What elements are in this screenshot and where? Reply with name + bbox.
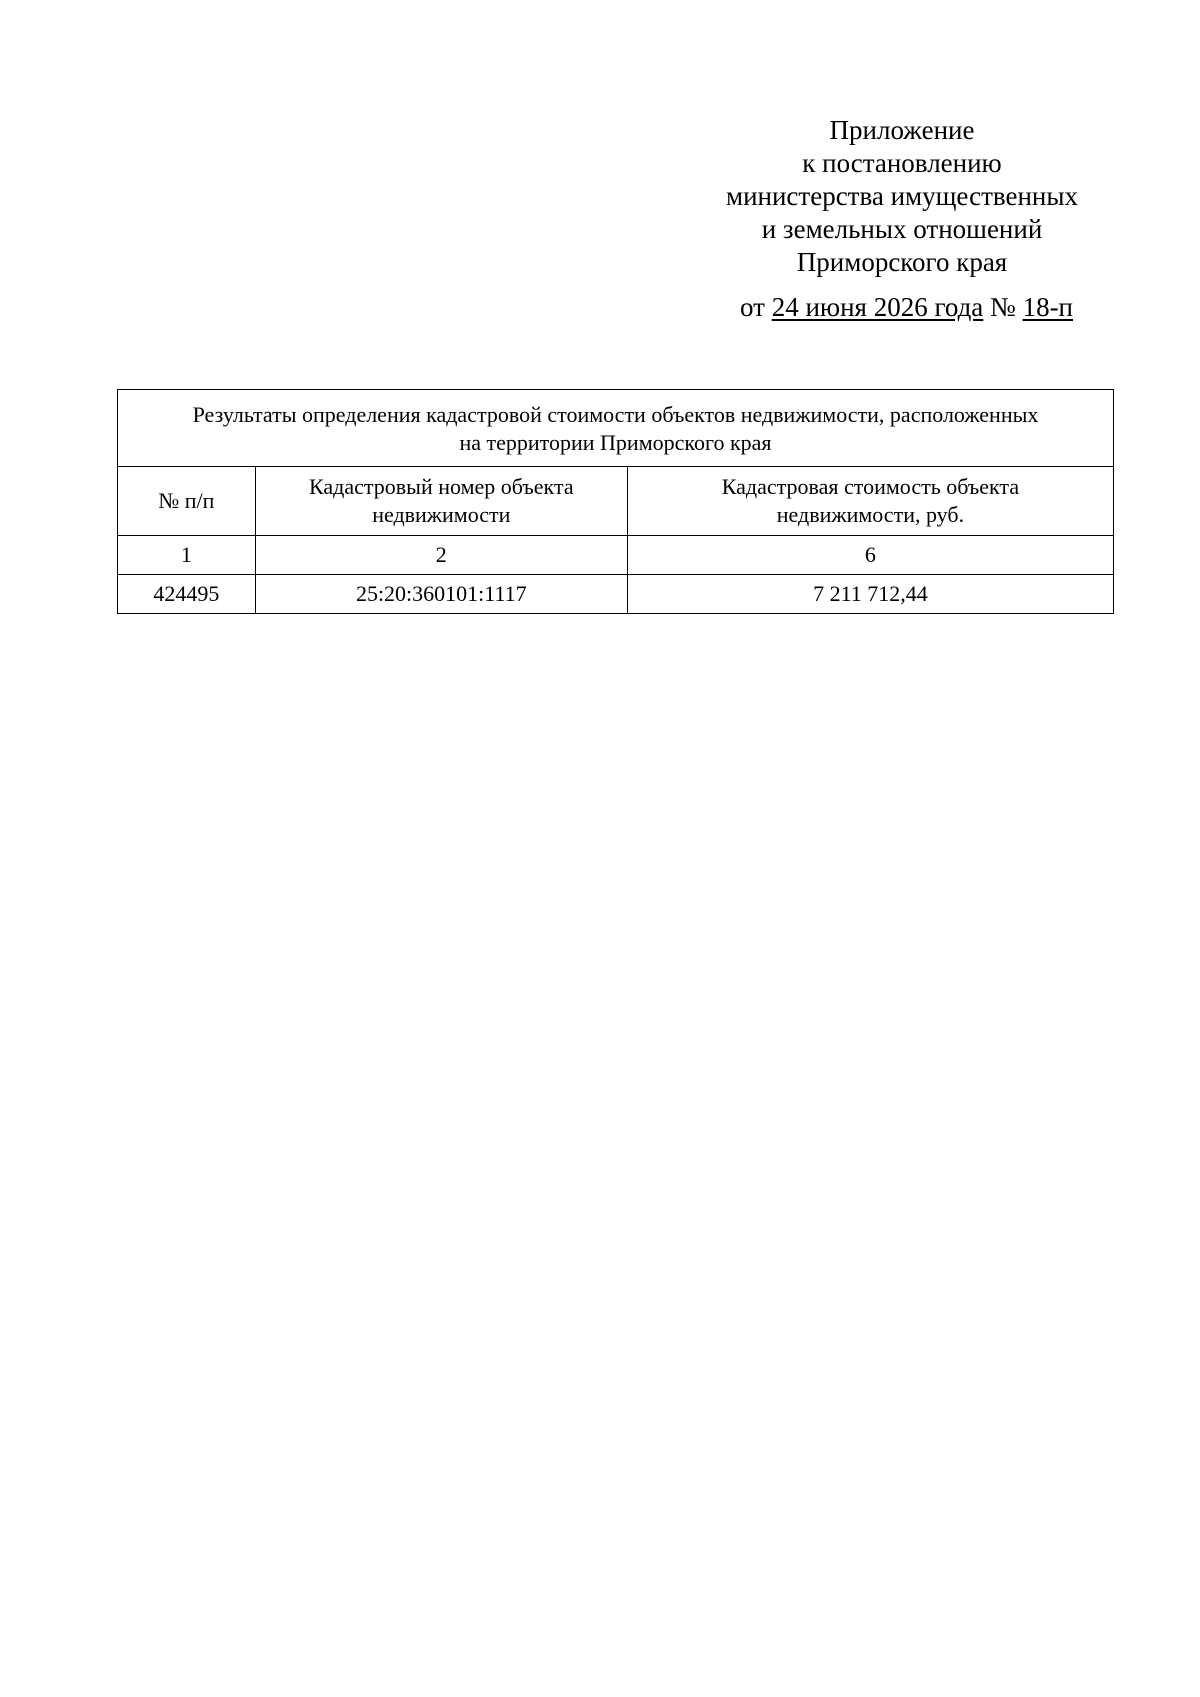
column-number: 2: [255, 536, 627, 575]
appendix-header: [712, 114, 1092, 279]
cadastral-results-table: [117, 389, 1114, 614]
header-label: № п/п: [158, 488, 215, 513]
table-caption-line: Результаты определения кадастровой стоимости объектов недвижимости, расположенных: [192, 402, 1039, 427]
header-row-number: [118, 467, 256, 536]
cell-cadastral-value: 7 211 712,44: [627, 575, 1113, 614]
header-cadastral-value: [627, 467, 1113, 536]
table-header-row: [118, 467, 1114, 536]
appendix-line: Приложение: [829, 115, 975, 145]
header-label: Кадастровый номер объекта: [309, 474, 574, 499]
decree-date-line: [740, 291, 1120, 324]
appendix-line: и земельных отношений: [761, 214, 1043, 244]
table-caption-line: на территории Приморского края: [459, 430, 772, 455]
table-caption-row: [118, 390, 1114, 467]
table-row: [118, 575, 1114, 614]
decree-number-sign: №: [990, 292, 1016, 322]
column-number: 6: [627, 536, 1113, 575]
column-number: 1: [118, 536, 256, 575]
header-label: недвижимости, руб.: [776, 502, 965, 527]
appendix-line: к постановлению: [802, 148, 1002, 178]
decree-date: 24 июня 2026 года: [771, 292, 984, 322]
cell-row-number: 424495: [118, 575, 256, 614]
appendix-line: Приморского края: [796, 247, 1008, 277]
cell-cadastral-number: 25:20:360101:1117: [255, 575, 627, 614]
header-cadastral-number: [255, 467, 627, 536]
appendix-line: министерства имущественных: [726, 181, 1078, 211]
header-label: недвижимости: [372, 502, 511, 527]
decree-number: 18-п: [1022, 292, 1074, 322]
header-label: Кадастровая стоимость объекта: [721, 474, 1020, 499]
table-caption: [118, 390, 1114, 467]
decree-prefix: от: [740, 292, 765, 322]
table-column-numbers-row: [118, 536, 1114, 575]
